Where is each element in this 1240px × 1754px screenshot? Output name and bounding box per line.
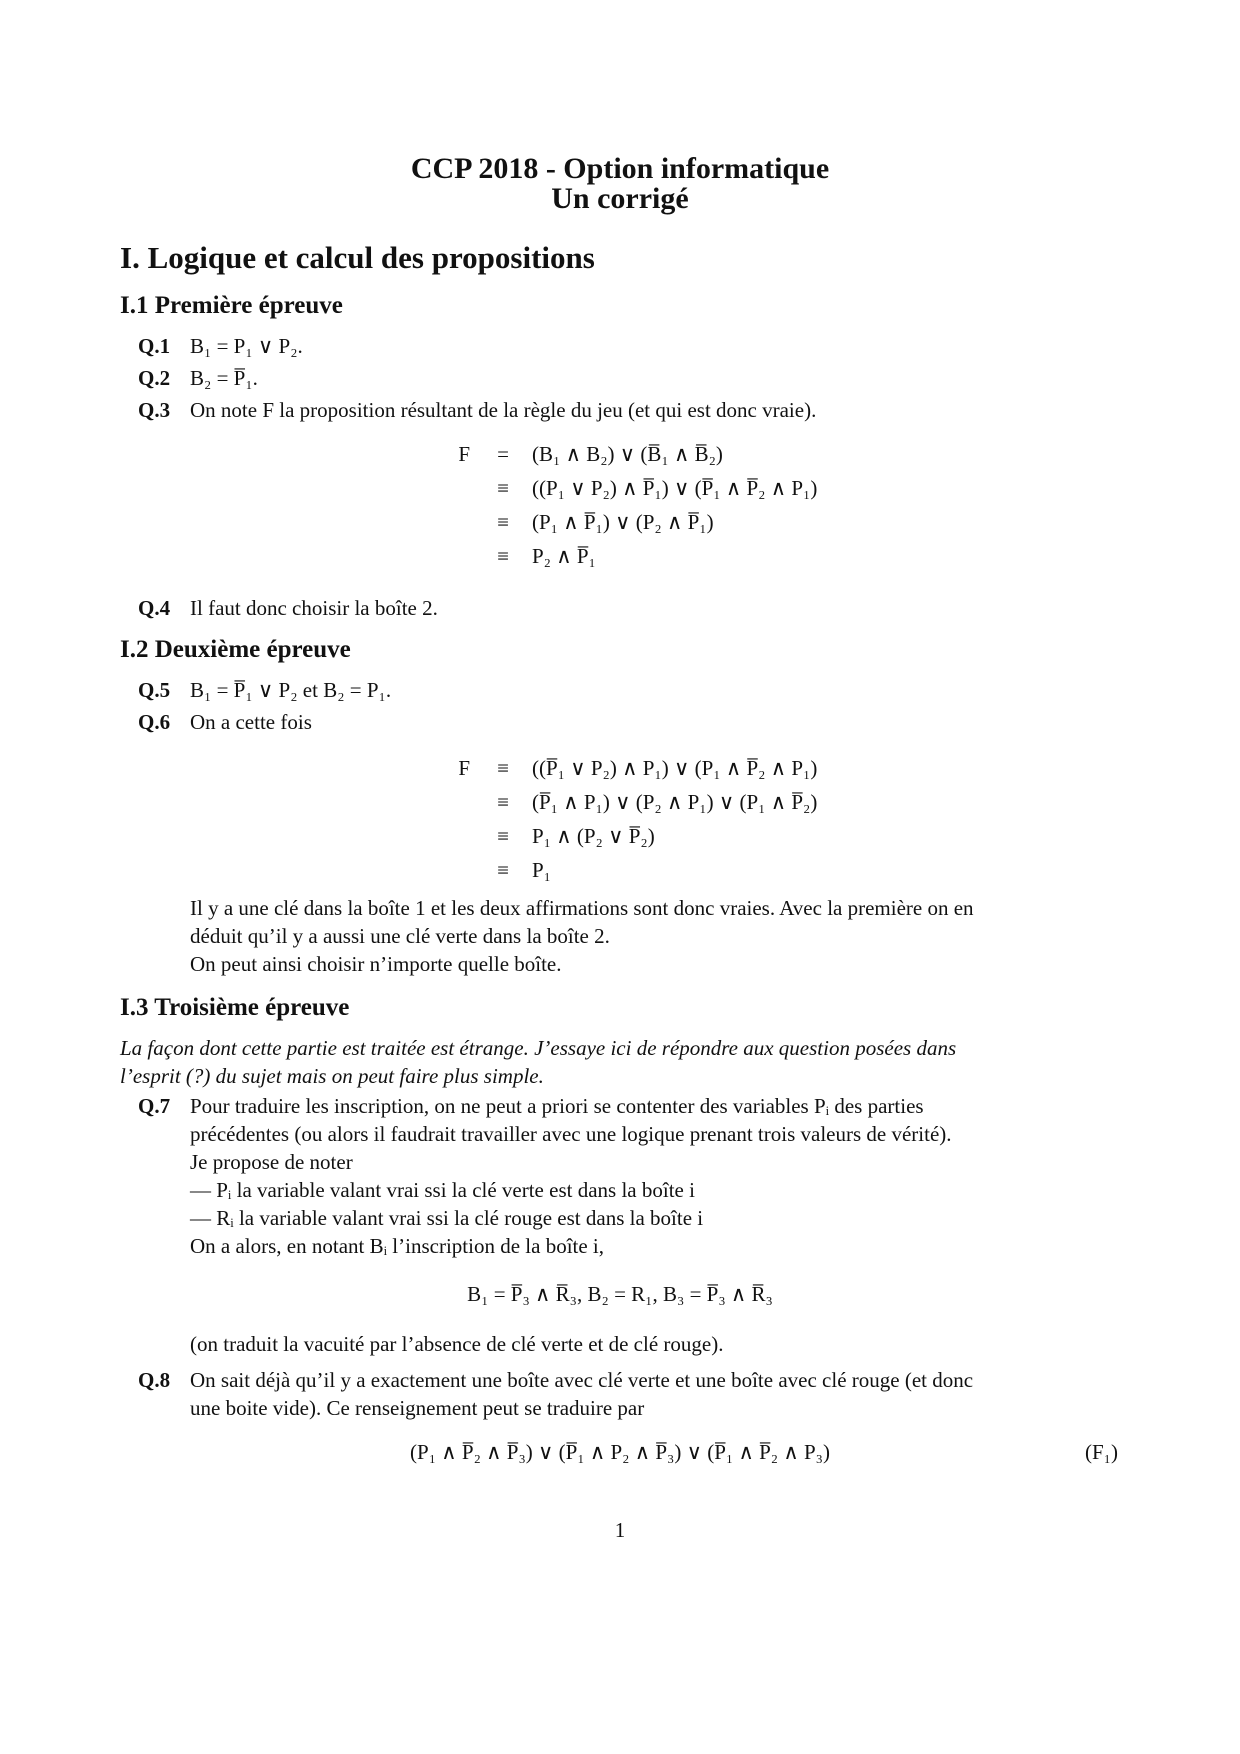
- question-label-q4: Q.4: [138, 596, 171, 620]
- q7-bullet-1: — Pᵢ la variable valant vrai ssi la clé verte est dans la boîte i: [190, 1178, 695, 1202]
- equation-tag-f1: (F₁): [1085, 1440, 1118, 1464]
- question-text-q2: B₂ = P̅₁.: [190, 366, 258, 390]
- q7-equation: B₁ = P̅₃ ∧ R̅₃, B₂ = R₁, B₃ = P̅₃ ∧ R̅₃: [467, 1282, 773, 1306]
- equation-operator: ≡: [497, 858, 509, 882]
- equation-rhs: P₁ ∧ (P₂ ∨ P̅₂): [532, 824, 655, 848]
- q8-equation: (P₁ ∧ P̅₂ ∧ P̅₃) ∨ (P̅₁ ∧ P₂ ∧ P̅₃) ∨ (P̅₁ ∧ P̅₂ ∧ P₃): [410, 1440, 830, 1464]
- equation-operator: ≡: [497, 476, 509, 500]
- question-text-q5: B₁ = P̅₁ ∨ P₂ et B₂ = P₁.: [190, 678, 392, 702]
- question-label-q7: Q.7: [138, 1094, 171, 1118]
- equation-operator: ≡: [497, 544, 509, 568]
- question-label-q8: Q.8: [138, 1368, 171, 1392]
- question-text-q3: On note F la proposition résultant de la règle du jeu (et qui est donc vraie).: [190, 398, 817, 422]
- q8-line-1: On sait déjà qu’il y a exactement une boîte avec clé verte et une boîte avec clé rouge (et donc: [190, 1368, 974, 1392]
- equation-rhs: P₁: [532, 858, 552, 882]
- question-label-q5: Q.5: [138, 678, 171, 702]
- subsection-heading-1: I.1 Première épreuve: [120, 292, 343, 319]
- q6-explanation-line-1: Il y a une clé dans la boîte 1 et les deux affirmations sont donc vraies. Avec la première on en: [190, 896, 974, 920]
- equation-rhs: ((P̅₁ ∨ P₂) ∧ P₁) ∨ (P₁ ∧ P̅₂ ∧ P₁): [532, 756, 818, 780]
- q7-line-1: Pour traduire les inscription, on ne peut a priori se contenter des variables Pᵢ des parties: [190, 1094, 924, 1118]
- q6-explanation-line-2: déduit qu’il y a aussi une clé verte dans la boîte 2.: [190, 924, 610, 948]
- equation-operator: ≡: [497, 790, 509, 814]
- question-label-q2: Q.2: [138, 366, 171, 390]
- equation-rhs: (P₁ ∧ P̅₁) ∨ (P₂ ∧ P̅₁): [532, 510, 714, 534]
- intro-note-line-1: La façon dont cette partie est traitée est étrange. J’essaye ici de répondre aux question posées dans: [120, 1036, 957, 1060]
- question-text-q4: Il faut donc choisir la boîte 2.: [190, 596, 438, 620]
- equation-rhs: (P̅₁ ∧ P₁) ∨ (P₂ ∧ P₁) ∨ (P₁ ∧ P̅₂): [532, 790, 818, 814]
- q7-line-5: (on traduit la vacuité par l’absence de clé verte et de clé rouge).: [190, 1332, 724, 1356]
- title-line-2: Un corrigé: [551, 182, 689, 215]
- question-label-q3: Q.3: [138, 398, 171, 422]
- q8-line-2: une boite vide). Ce renseignement peut se traduire par: [190, 1396, 645, 1420]
- subsection-heading-2: I.2 Deuxième épreuve: [120, 636, 351, 663]
- intro-note-line-2: l’esprit (?) du sujet mais on peut faire plus simple.: [120, 1064, 544, 1088]
- page-number: 1: [614, 1518, 626, 1542]
- equation-operator: ≡: [497, 756, 509, 780]
- equation-lhs: F: [458, 442, 470, 466]
- subsection-heading-3: I.3 Troisième épreuve: [120, 994, 350, 1021]
- equation-lhs: F: [458, 756, 470, 780]
- question-label-q6: Q.6: [138, 710, 171, 734]
- q7-line-2: précédentes (ou alors il faudrait travailler avec une logique prenant trois valeurs de vérité).: [190, 1122, 952, 1146]
- question-text-q6: On a cette fois: [190, 710, 312, 734]
- question-label-q1: Q.1: [138, 334, 171, 358]
- q7-line-4: On a alors, en notant Bᵢ l’inscription de la boîte i,: [190, 1234, 605, 1258]
- equation-operator: ≡: [497, 824, 509, 848]
- equation-rhs: ((P₁ ∨ P₂) ∧ P̅₁) ∨ (P̅₁ ∧ P̅₂ ∧ P₁): [532, 476, 818, 500]
- equation-operator: =: [497, 442, 509, 466]
- equation-rhs: (B₁ ∧ B₂) ∨ (B̅₁ ∧ B̅₂): [532, 442, 723, 466]
- equation-operator: ≡: [497, 510, 509, 534]
- section-heading: I. Logique et calcul des propositions: [120, 240, 595, 275]
- q7-line-3: Je propose de noter: [190, 1150, 353, 1174]
- q6-explanation-line-3: On peut ainsi choisir n’importe quelle boîte.: [190, 952, 562, 976]
- equation-rhs: P₂ ∧ P̅₁: [532, 544, 596, 568]
- q7-bullet-2: — Rᵢ la variable valant vrai ssi la clé rouge est dans la boîte i: [190, 1206, 704, 1230]
- question-text-q1: B₁ = P₁ ∨ P₂.: [190, 334, 303, 358]
- title-line-1: CCP 2018 - Option informatique: [410, 152, 830, 185]
